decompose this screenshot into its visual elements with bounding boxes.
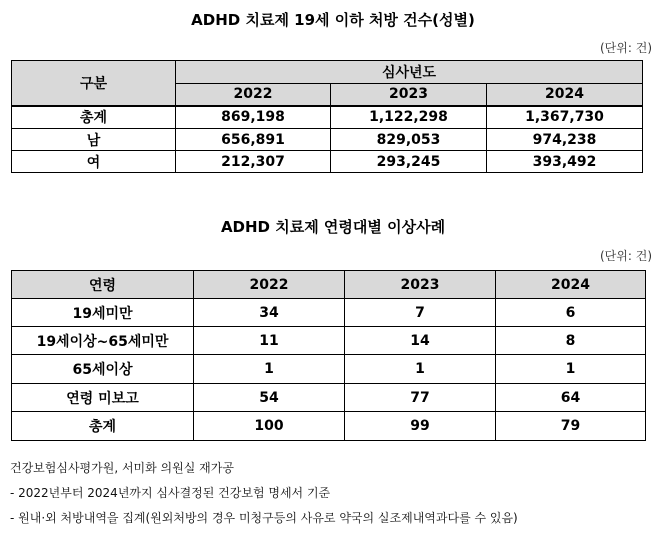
row-label: 19세미만 <box>12 299 194 327</box>
table1-year-header: 2023 <box>331 84 487 106</box>
row-label: 연령 미보고 <box>12 384 194 412</box>
table2-year-header: 2023 <box>345 271 496 299</box>
row-label: 총계 <box>12 106 176 129</box>
table-cell: 1,122,298 <box>331 106 487 129</box>
table-cell: 293,245 <box>331 151 487 173</box>
table-cell: 869,198 <box>176 106 331 129</box>
table2-year-header: 2022 <box>194 271 345 299</box>
table-cell: 64 <box>496 384 646 412</box>
table-cell: 99 <box>345 412 496 441</box>
table-row <box>12 151 643 173</box>
table1-year-header: 2024 <box>487 84 643 106</box>
table-row <box>12 384 646 412</box>
table2-unit: (단위: 건) <box>600 249 652 263</box>
table-cell: 11 <box>194 327 345 355</box>
table-row <box>12 412 646 441</box>
table2-title: ADHD 치료제 연령대별 이상사례 <box>220 218 446 236</box>
table-cell: 100 <box>194 412 345 441</box>
table-cell: 7 <box>345 299 496 327</box>
table-row <box>12 299 646 327</box>
row-label: 남 <box>12 129 176 151</box>
table-cell: 8 <box>496 327 646 355</box>
row-label: 총계 <box>12 412 194 441</box>
table-cell: 14 <box>345 327 496 355</box>
table-cell: 1 <box>345 355 496 384</box>
footnote: - 원내·외 처방내역을 집계(원외처방의 경우 미청구등의 사유로 약국의 실조제내역과다를 수 있음) <box>10 511 518 525</box>
table1-unit: (단위: 건) <box>600 41 652 55</box>
source-note: 건강보험심사평가원, 서미화 의원실 재가공 <box>10 461 234 475</box>
table2-year-header: 2024 <box>496 271 646 299</box>
row-label: 65세이상 <box>12 355 194 384</box>
table-cell: 393,492 <box>487 151 643 173</box>
table-cell: 656,891 <box>176 129 331 151</box>
row-label: 여 <box>12 151 176 173</box>
prescription-by-sex-table <box>11 60 643 173</box>
table-row <box>12 129 643 151</box>
table-cell: 212,307 <box>176 151 331 173</box>
table-cell: 79 <box>496 412 646 441</box>
table-cell: 1 <box>194 355 345 384</box>
footnote: - 2022년부터 2024년까지 심사결정된 건강보험 명세서 기준 <box>10 486 331 500</box>
table2-header-group: 연령 <box>12 271 194 299</box>
table-cell: 6 <box>496 299 646 327</box>
table1-year-header: 2022 <box>176 84 331 106</box>
table-cell: 54 <box>194 384 345 412</box>
table-cell: 34 <box>194 299 345 327</box>
table1-header-group: 구분 <box>12 61 176 106</box>
table-row <box>12 106 643 129</box>
table-row <box>12 327 646 355</box>
row-label: 19세이상~65세미만 <box>12 327 194 355</box>
table-cell: 1 <box>496 355 646 384</box>
table1-title: ADHD 치료제 19세 이하 처방 건수(성별) <box>191 11 475 29</box>
table1-header-years-label: 심사년도 <box>176 61 643 84</box>
table-cell: 1,367,730 <box>487 106 643 129</box>
adverse-events-by-age-table <box>11 270 646 441</box>
table-cell: 974,238 <box>487 129 643 151</box>
table-cell: 829,053 <box>331 129 487 151</box>
table-row <box>12 355 646 384</box>
table-cell: 77 <box>345 384 496 412</box>
